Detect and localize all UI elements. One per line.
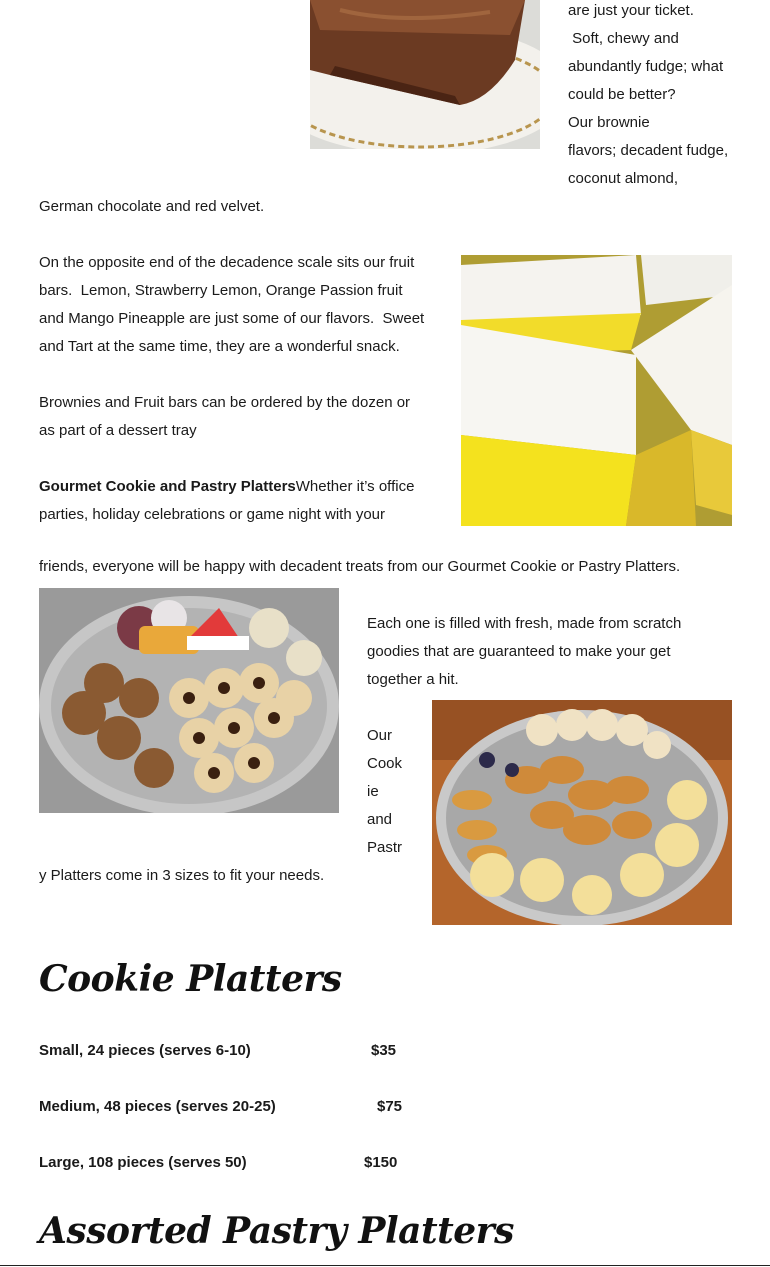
- fruit-line-1: On the opposite end of the decadence scale sits our fruit: [39, 254, 415, 271]
- sizes-fragment-3: ie: [367, 783, 379, 800]
- platters-intro-rest: Whether it’s office: [295, 478, 415, 495]
- order-line-1: Brownies and Fruit bars can be ordered by the dozen or: [39, 394, 411, 411]
- sizes-fragment-5: Pastr: [367, 839, 403, 856]
- cookie-platter-image: [39, 588, 339, 813]
- pastry-platter-image: [432, 700, 732, 925]
- cookie-row-small-price: $35: [371, 1042, 397, 1059]
- cookie-row-large-price: $150: [364, 1154, 398, 1171]
- sizes-fragment-1: Our: [367, 727, 393, 744]
- fruit-line-3: and Mango Pineapple are just some of our flavors. Sweet: [39, 310, 425, 327]
- order-line-2: as part of a dessert tray: [39, 422, 197, 439]
- pastry-platters-title: Assorted Pastry Platters: [39, 1210, 514, 1252]
- brownie-line-3: abundantly fudge; what: [568, 58, 724, 75]
- brownie-line-5: Our brownie: [568, 114, 650, 131]
- platters-intro-line-2: parties, holiday celebrations or game night with your: [39, 506, 386, 523]
- brownie-line-4: could be better?: [568, 86, 676, 103]
- cookie-row-small-label: Small, 24 pieces (serves 6-10): [39, 1042, 251, 1059]
- lemon-bars-image: [461, 255, 732, 526]
- cookie-row-medium-label: Medium, 48 pieces (serves 20-25): [39, 1098, 276, 1115]
- brownie-line-6: flavors; decadent fudge,: [568, 142, 729, 159]
- platters-intro-line-1: [39, 473, 414, 501]
- sizes-fragment-2: Cook: [367, 755, 403, 772]
- fruit-line-4: and Tart at the same time, they are a wonderful snack.: [39, 338, 400, 355]
- brownie-line-7: coconut almond,: [568, 170, 679, 187]
- brownie-line-1: are just your ticket.: [568, 2, 694, 19]
- platters-intro-line-3: friends, everyone will be happy with decadent treats from our Gourmet Cookie or Pastry Platters.: [39, 558, 681, 575]
- bottom-divider: [0, 1265, 770, 1266]
- cookie-row-medium-price: $75: [377, 1098, 403, 1115]
- fresh-line-1: Each one is filled with fresh, made from scratch: [367, 615, 682, 632]
- brownie-tail: German chocolate and red velvet.: [39, 198, 265, 215]
- sizes-tail: y Platters come in 3 sizes to fit your needs.: [39, 867, 325, 884]
- sizes-fragment-4: and: [367, 811, 393, 828]
- brownie-line-2: Soft, chewy and: [568, 30, 679, 47]
- cookie-platters-title: Cookie Platters: [39, 958, 342, 1000]
- platters-heading: Gourmet Cookie and Pastry Platters: [39, 478, 296, 495]
- fruit-line-2: bars. Lemon, Strawberry Lemon, Orange Passion fruit: [39, 282, 403, 299]
- brownie-image: [310, 0, 540, 149]
- cookie-row-large-label: Large, 108 pieces (serves 50): [39, 1154, 247, 1171]
- fresh-line-3: together a hit.: [367, 671, 459, 688]
- fresh-line-2: goodies that are guaranteed to make your get: [367, 643, 671, 660]
